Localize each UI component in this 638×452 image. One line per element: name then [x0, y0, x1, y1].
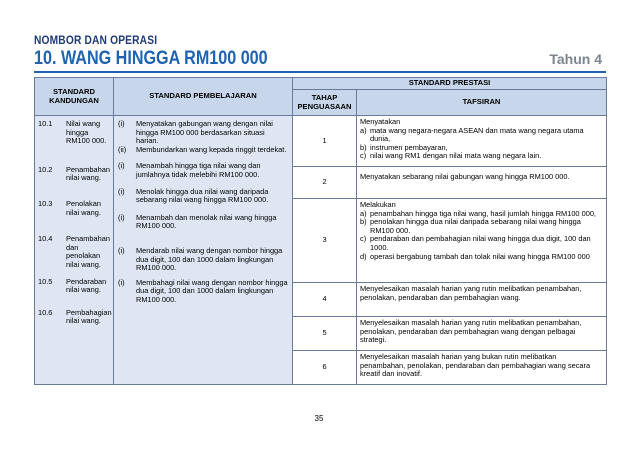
- year-label: Tahun 4: [549, 51, 602, 67]
- sp-item: (i) Mendarab nilai wang dengan nombor hingga dua digit, 100 dan 1000 dalam lingkungan RM100 000.: [118, 245, 283, 273]
- title-divider: [34, 71, 606, 73]
- tafsiran-cell: Menyatakan sebarang nilai gabungan wang hingga RM100 000.: [357, 167, 607, 199]
- header-standard-pembelajaran: STANDARD PEMBELAJARAN: [114, 78, 293, 116]
- tahap-cell: 3: [293, 199, 357, 283]
- tafsiran-item: c) pendaraban dan pembahagian nilai wang hingga dua digit, 100 dan 1000.: [360, 234, 591, 252]
- sk-item: 10.2 Penambahan nilai wang.: [38, 164, 110, 183]
- tahap-cell: 1: [293, 116, 357, 167]
- tafsiran-item: a) penambahan hingga tiga nilai wang, hasil jumlah hingga RM100 000,: [360, 208, 596, 218]
- tafsiran-cell: Menyelesaikan masalah harian yang bukan rutin melibatkan penambahan, penolakan, pendaraban dan pembahagian wang secara kreatif dan inovatif.: [357, 351, 607, 385]
- sp-item: (i) Menambah dan menolak nilai wang hingga RM100 000.: [118, 212, 277, 231]
- tafsiran-item: b) instrumen pembayaran,: [360, 142, 448, 152]
- sp-item: (i) Menambah hingga tiga nilai wang dan jumlahnya tidak melebihi RM100 000.: [118, 161, 261, 179]
- sp-item: (i) Menolak hingga dua nilai wang daripada sebarang nilai wang hingga RM100 000.: [118, 186, 269, 205]
- header-standard-kandungan: STANDARD KANDUNGAN: [35, 78, 114, 116]
- sk-item: 10.6 Pembahagian nilai wang.: [38, 307, 112, 326]
- tafsiran-intro: Melakukan: [360, 200, 396, 209]
- page-number: 35: [314, 414, 324, 423]
- tahap-cell: 6: [293, 351, 357, 385]
- topic-heading: NOMBOR DAN OPERASI: [34, 33, 158, 47]
- tafsiran-item: d) operasi bergabung tambah dan tolak nilai wang hingga RM100 000: [360, 251, 590, 261]
- sk-item: 10.5 Pendaraban nilai wang.: [38, 276, 107, 295]
- sk-item: 10.3 Penolakan nilai wang.: [38, 198, 101, 217]
- header-tahap: TAHAP PENGUASAAN: [293, 90, 357, 116]
- tahap-cell: 2: [293, 167, 357, 199]
- sp-item: (ii) Membundarkan wang kepada ringgit terdekat.: [118, 144, 287, 154]
- tafsiran-item: c) nilai wang RM1 dengan nilai mata wang negara lain.: [360, 151, 542, 161]
- tahap-cell: 4: [293, 283, 357, 317]
- tafsiran-cell: [357, 116, 607, 167]
- standard-kandungan-cell: [35, 116, 114, 385]
- page-title: 10. WANG HINGGA RM100 000: [34, 48, 268, 69]
- header-tafsiran: TAFSIRAN: [357, 90, 607, 116]
- standard-pembelajaran-cell: [114, 116, 293, 385]
- standards-table: [34, 77, 607, 385]
- tafsiran-intro: Menyatakan: [360, 117, 401, 126]
- tafsiran-cell: Menyelesaikan masalah harian yang rutin melibatkan penambahan, penolakan, pendaraban dan pembahagian wang dengan pelbagai strategi.: [357, 317, 607, 351]
- sk-item: 10.4 Penambahan dan penolakan nilai wang.: [38, 234, 110, 269]
- sp-item: (i) Membahagi nilai wang dengan nombor hingga dua digit, 100 dan 1000 dalam lingkungan RM100 000.: [118, 277, 288, 304]
- tafsiran-item: a) mata wang negara-negara ASEAN dan mata wang negara utama dunia,: [360, 125, 584, 144]
- sk-item: 10.1 Nilai wang hingga RM100 000.: [38, 119, 107, 146]
- tafsiran-cell: Menyelesaikan masalah harian yang rutin melibatkan penambahan, penolakan, pendaraban dan pembahagian wang.: [357, 283, 607, 317]
- tafsiran-cell: [357, 199, 607, 283]
- header-standard-prestasi: STANDARD PRESTASI: [293, 78, 607, 90]
- tahap-cell: 5: [293, 317, 357, 351]
- sp-item: (i) Menyatakan gabungan wang dengan nilai hingga RM100 000 berdasarkan situasi harian.: [118, 119, 273, 146]
- tafsiran-item: b) penolakan hingga dua nilai daripada sebarang nilai wang hingga RM100 000.: [360, 217, 581, 235]
